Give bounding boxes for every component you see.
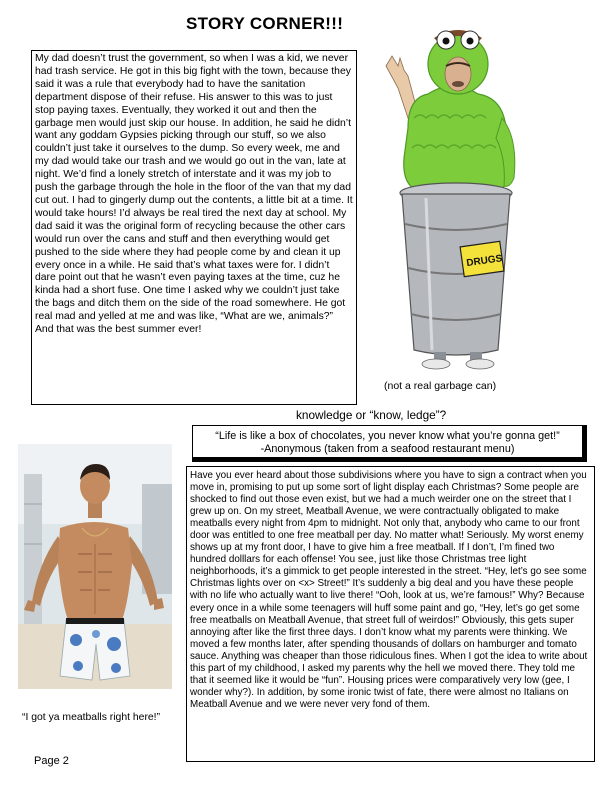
page-title: STORY CORNER!!! <box>186 14 344 33</box>
quote-attribution: -Anonymous (taken from a seafood restaurant menu) <box>260 443 515 455</box>
story-text-box <box>31 50 357 405</box>
page-number: Page 2 <box>34 755 69 767</box>
quote-box <box>192 425 587 462</box>
article-paragraph: Have you ever heard about those subdivisions where you have to sign a contract when you move in, promising to put up some sort of light display each Christmas? Some people are shocked to find out those even exist, but we had a much weirder one on the street that I grew up on. On my street, Meatball Avenue, we were contractually obligated to make meatballs every night from 4pm to midnight. Not only that, anybody who came to our front door was entitled to one free meatball per day. No matter what! Seriously. My worst enemy shows up at my front door, I have to give him a free meatball. If I don’t, I’m fined two hundred dolllars for each offense! You see, just like those Christmas tree light neighborhoods, it’s a gimmick to get people interested in the street. “Hey, let’s go see some Christmas lights over on <x> Street!” It’s suddenly a big deal and you have these people with no life who actually want to live there! “Ooh, look at us, we’re famous!” Why? Because every once in a while some teenagers will huff some paint and go, “Hey, let’s go get some free meatballs on Meatball Avenue, that street full of weirdos!” Obviously, this gets super annoying after like the first three days. I don’t know what my parents were thinking. We moved a few months later, after spending thousands of dollars on hamburger and tomato sauce. Anything was cheaper than those ridiculous fines. When I got the idea to write about this part of my childhood, I asked my parents why the hell we moved there. They told me that it seemed like it would be “fun”. Housing prices were comparatively very low (gee, I wonder why?). In addition, by some ironic twist of fate, there were almost no Italians on Meatball Avenue and we were never very fond of them. <box>190 470 588 710</box>
story-paragraph: My dad doesn’t trust the government, so when I was a kid, we never had trash service. He got in this big fight with the town, because they said it was a rule that everybody had to have the sanitation department dispose of their refuse. His answer to this was to just stop paying taxes. Eventually, they worked it out and then the garbage men would just skip our house. In addition, he said he didn’t want any goddam Gypsies picking through our stuff, so we also couldn’t just take it ourselves to the dump. So every week, me and my dad would take our trash and we would go out in the van, late at night. We’d find a lonely stretch of interstate and it was my job to push the garbage through the hole in the floor of the van that my dad cut out. I had to gingerly dump out the contents, a little bit at a time. It would take hours! I’d always be real tired the next day at school. My dad said it was the original form of recycling because the other cars would run over the cans and stuff and then everything would get pushed to the side where they had people come by and clean it up every once in a while. He said that’s what taxes were for. I didn’t dare point out that he wasn’t even paying taxes at the time, cuz he kinda had a short fuse. One time I asked why we couldn’t just take the bags and ditch them on the side of the road somewhere. He got real mad and yelled at me and was like, “What are we, animals?” And that was the best summer ever! <box>35 53 353 336</box>
beach-photo <box>18 444 172 689</box>
article-text-box <box>186 466 595 762</box>
photo-caption: “I got ya meatballs right here!” <box>22 712 161 723</box>
quote-text: “Life is like a box of chocolates, you never know what you’re gonna get!” <box>215 430 560 442</box>
knowledge-heading: knowledge or “know, ledge”? <box>296 408 447 422</box>
drugs-sign-text: DRUGS <box>465 253 504 270</box>
oscar-costume-image <box>378 18 528 370</box>
oscar-caption: (not a real garbage can) <box>384 380 497 392</box>
